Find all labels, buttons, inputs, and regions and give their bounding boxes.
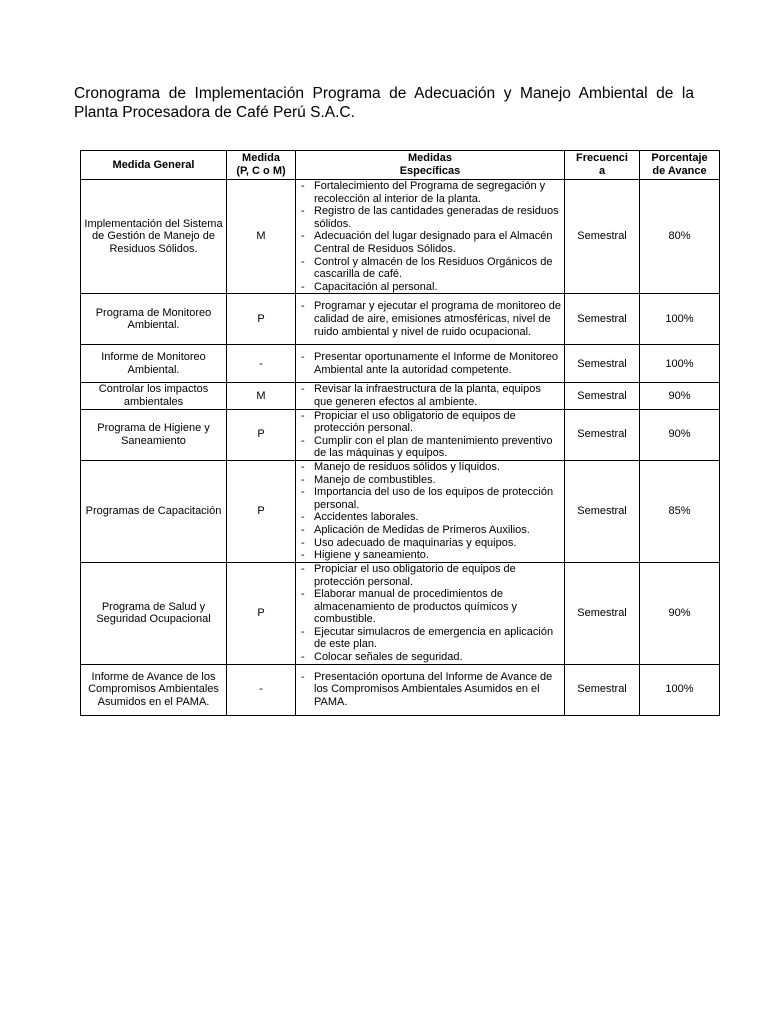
medida-tipo-cell: - — [227, 664, 296, 715]
frecuencia-cell: Semestral — [565, 383, 640, 409]
medida-tipo-cell: M — [227, 180, 296, 294]
frecuencia-cell: Semestral — [565, 180, 640, 294]
table-row — [81, 562, 720, 664]
medida-tipo-cell: P — [227, 562, 296, 664]
list-item: - Importancia del uso de los equipos de protección personal. — [299, 486, 561, 511]
header-porcentaje-avance: Porcentaje de Avance — [640, 151, 720, 180]
porcentaje-avance-cell: 90% — [640, 383, 720, 409]
medidas-especificas-cell — [296, 345, 565, 383]
frecuencia-cell: Semestral — [565, 294, 640, 345]
medida-tipo-cell: M — [227, 383, 296, 409]
list-item: - Control y almacén de los Residuos Orgánicos de cascarilla de café. — [299, 256, 561, 281]
list-item: - Colocar señales de seguridad. — [299, 651, 561, 664]
medida-general-cell: Programa de Higiene y Saneamiento — [81, 409, 227, 460]
header-medida-tipo: Medida (P, C o M) — [227, 151, 296, 180]
medidas-especificas-cell — [296, 664, 565, 715]
table-row — [81, 409, 720, 460]
list-item: - Manejo de residuos sólidos y líquidos. — [299, 461, 561, 474]
medida-general-cell: Informe de Avance de los Compromisos Ambientales Asumidos en el PAMA. — [81, 664, 227, 715]
list-item: - Fortalecimiento del Programa de segregación y recolección al interior de la planta. — [299, 180, 561, 205]
list-item: - Elaborar manual de procedimientos de almacenamiento de productos químicos y combustible. — [299, 588, 561, 626]
list-item: - Programar y ejecutar el programa de monitoreo de calidad de aire, emisiones atmosféricas, nivel de ruido ambiental y nivel de ruido ocupacional. — [299, 300, 561, 338]
medidas-especificas-cell — [296, 562, 565, 664]
medida-general-cell: Implementación del Sistema de Gestión de Manejo de Residuos Sólidos. — [81, 180, 227, 294]
measures-list — [299, 383, 561, 408]
table-row — [81, 345, 720, 383]
medida-general-cell: Controlar los impactos ambientales — [81, 383, 227, 409]
list-item: - Presentación oportuna del Informe de Avance de los Compromisos Ambientales Asumidos en el PAMA. — [299, 671, 561, 709]
header-medida-general: Medida General — [81, 151, 227, 180]
frecuencia-cell: Semestral — [565, 562, 640, 664]
frecuencia-cell: Semestral — [565, 460, 640, 562]
porcentaje-avance-cell: 100% — [640, 294, 720, 345]
medidas-especificas-cell — [296, 383, 565, 409]
list-item: - Revisar la infraestructura de la planta, equipos que generen efectos al ambiente. — [299, 383, 561, 408]
list-item: - Ejecutar simulacros de emergencia en aplicación de este plan. — [299, 626, 561, 651]
list-item: - Aplicación de Medidas de Primeros Auxilios. — [299, 524, 561, 537]
medida-general-cell: Programa de Monitoreo Ambiental. — [81, 294, 227, 345]
list-item: - Registro de las cantidades generadas de residuos sólidos. — [299, 205, 561, 230]
measures-list — [299, 671, 561, 709]
medidas-especificas-cell — [296, 460, 565, 562]
table-row — [81, 180, 720, 294]
medida-tipo-cell: P — [227, 294, 296, 345]
list-item: - Uso adecuado de maquinarias y equipos. — [299, 537, 561, 550]
measures-list — [299, 300, 561, 338]
list-item: - Accidentes laborales. — [299, 511, 561, 524]
frecuencia-cell: Semestral — [565, 409, 640, 460]
table-body — [81, 180, 720, 716]
medida-tipo-cell: - — [227, 345, 296, 383]
measures-list — [299, 351, 561, 376]
header-frecuencia: Frecuenci a — [565, 151, 640, 180]
list-item: - Manejo de combustibles. — [299, 474, 561, 487]
table-row — [81, 460, 720, 562]
table-row — [81, 383, 720, 409]
list-item: - Higiene y saneamiento. — [299, 549, 561, 562]
measures-list — [299, 410, 561, 460]
frecuencia-cell: Semestral — [565, 345, 640, 383]
medida-general-cell: Informe de Monitoreo Ambiental. — [81, 345, 227, 383]
porcentaje-avance-cell: 85% — [640, 460, 720, 562]
list-item: - Propiciar el uso obligatorio de equipos de protección personal. — [299, 410, 561, 435]
medidas-especificas-cell — [296, 409, 565, 460]
porcentaje-avance-cell: 90% — [640, 409, 720, 460]
medidas-especificas-cell — [296, 294, 565, 345]
document-title: Cronograma de Implementación Programa de Adecuación y Manejo Ambiental de la Planta Procesadora de Café Perú S.A.C. — [74, 85, 694, 121]
list-item: - Propiciar el uso obligatorio de equipos de protección personal. — [299, 563, 561, 588]
table-row — [81, 294, 720, 345]
list-item: - Capacitación al personal. — [299, 281, 561, 294]
medida-tipo-cell: P — [227, 409, 296, 460]
measures-list — [299, 563, 561, 664]
list-item: - Presentar oportunamente el Informe de Monitoreo Ambiental ante la autoridad competente. — [299, 351, 561, 376]
frecuencia-cell: Semestral — [565, 664, 640, 715]
porcentaje-avance-cell: 100% — [640, 345, 720, 383]
porcentaje-avance-cell: 100% — [640, 664, 720, 715]
table-row — [81, 664, 720, 715]
schedule-table — [80, 150, 720, 716]
medida-general-cell: Programas de Capacitación — [81, 460, 227, 562]
header-row — [81, 151, 720, 180]
medida-tipo-cell: P — [227, 460, 296, 562]
porcentaje-avance-cell: 90% — [640, 562, 720, 664]
list-item: - Cumplir con el plan de mantenimiento preventivo de las máquinas y equipos. — [299, 435, 561, 460]
header-medidas-especificas: Medidas Específicas — [296, 151, 565, 180]
measures-list — [299, 461, 561, 562]
medidas-especificas-cell — [296, 180, 565, 294]
porcentaje-avance-cell: 80% — [640, 180, 720, 294]
medida-general-cell: Programa de Salud y Seguridad Ocupacional — [81, 562, 227, 664]
measures-list — [299, 180, 561, 293]
list-item: - Adecuación del lugar designado para el Almacén Central de Residuos Sólidos. — [299, 230, 561, 255]
